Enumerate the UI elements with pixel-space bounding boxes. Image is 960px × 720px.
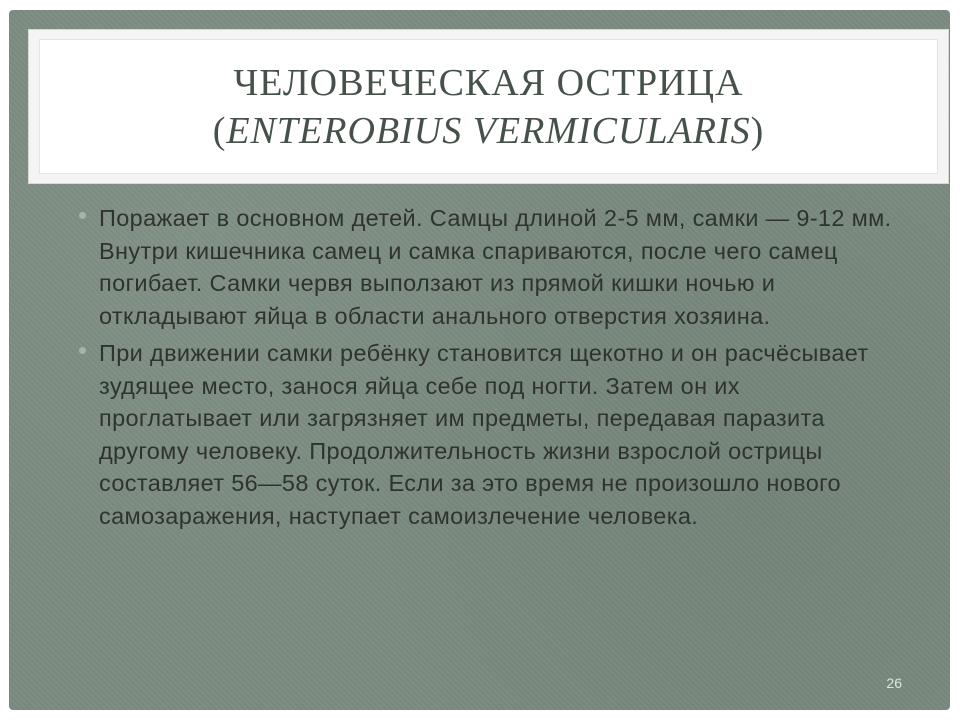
title-line-2	[213, 107, 765, 155]
title-paren-close: )	[750, 109, 765, 152]
bullet-dot-icon	[79, 212, 86, 219]
bullet-dot-icon	[79, 347, 86, 354]
bullet-item-2	[79, 337, 899, 532]
slide-number: 26	[886, 675, 902, 691]
content-body	[79, 202, 899, 537]
bullet-item-1	[79, 202, 899, 332]
title-paren-open: (	[212, 109, 227, 152]
slide	[9, 10, 950, 710]
bullet-text-1: Поражает в основном детей. Самцы длиной 2-5 мм, самки — 9-12 мм. Внутри кишечника самец и самка спариваются, после чего самец погибает. Самки червя выползают из прямой кишки ночью и откладывают яйца в области анального отверстия хозяина.	[99, 205, 892, 329]
title-box	[39, 39, 938, 174]
title-frame	[28, 29, 949, 184]
title-line-1: ЧЕЛОВЕЧЕСКАЯ ОСТРИЦА	[233, 61, 744, 104]
bullet-text-2: При движении самки ребёнку становится щекотно и он расчёсывает зудящее место, занося яйца себе под ногти. Затем он их проглатывает или загрязняет им предметы, передавая паразита другому человеку. Продолжительность жизни взрослой острицы составляет 56—58 суток. Если за это время не произошло нового самозаражения, наступает самоизлечение человека.	[99, 340, 869, 529]
title-latin-name: ENTEROBIUS VERMICULARIS	[226, 109, 751, 152]
